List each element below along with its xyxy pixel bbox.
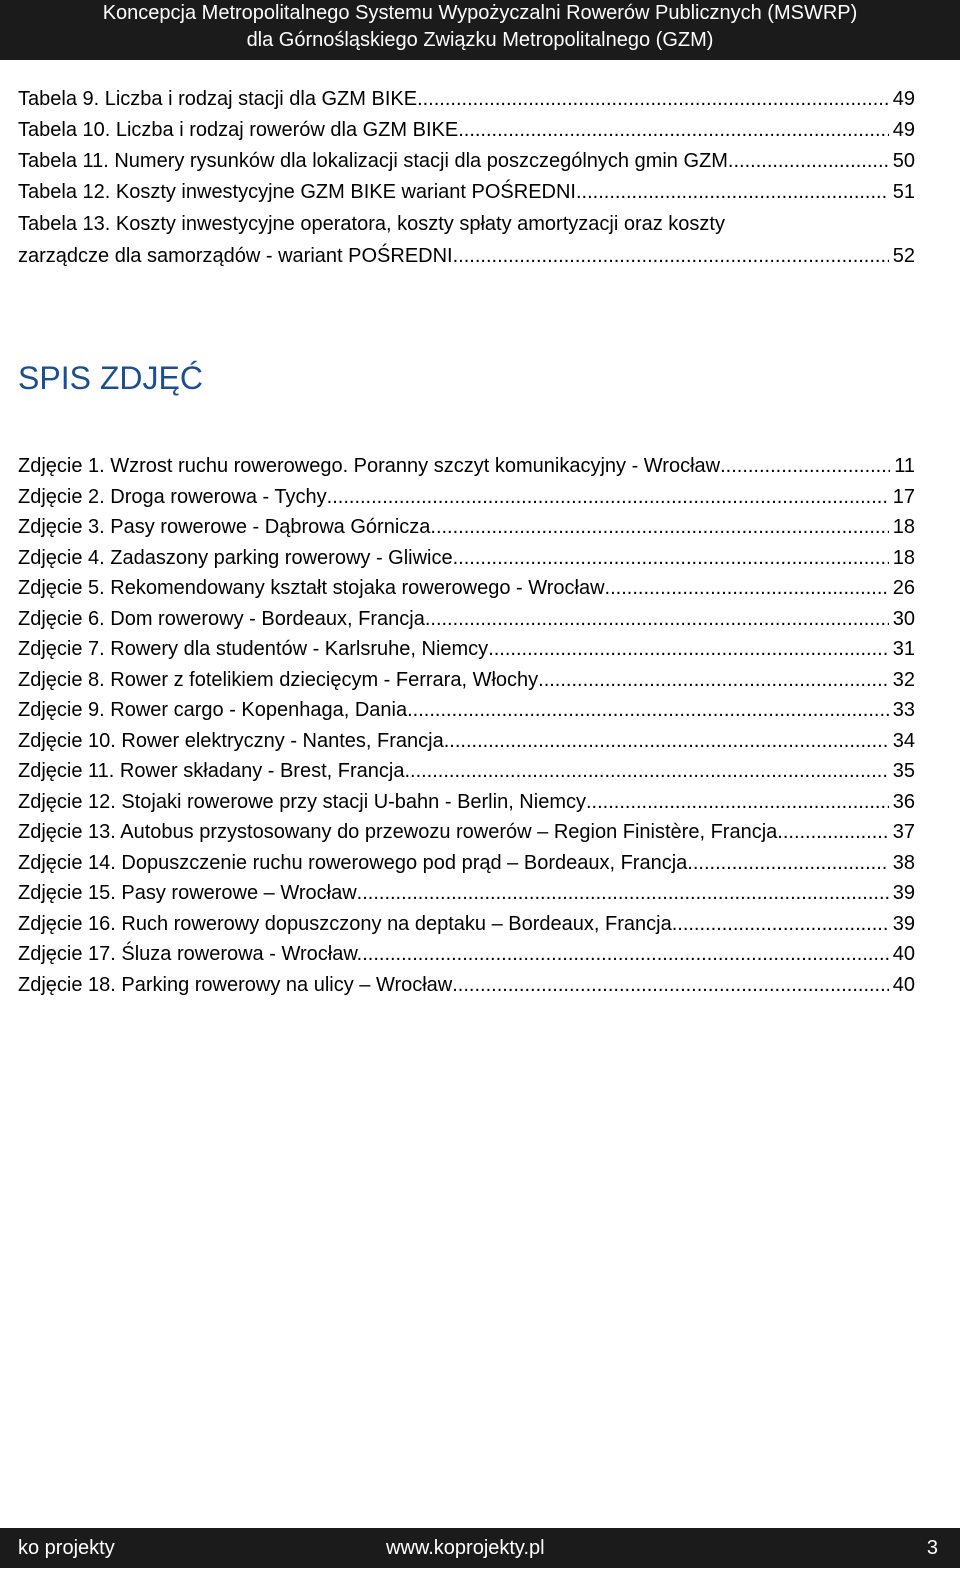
toc-entry[interactable] [18,939,915,970]
leader-dots [452,970,889,1001]
toc-entry[interactable] [18,241,915,272]
toc-entry-label: Zdjęcie 13. Autobus przystosowany do przewozu rowerów – Region Finistère, Francja. [18,821,783,843]
toc-entry[interactable] [18,909,915,940]
page-header [0,0,960,60]
toc-entry-page: 39 [892,912,915,935]
leader-dots [458,115,889,146]
toc-entry[interactable] [18,573,915,604]
toc-entry[interactable] [18,817,915,848]
leader-dots [488,634,889,665]
toc-entry-label: Tabela 11. Numery rysunków dla lokalizacji stacji dla poszczególnych gmin GZM [18,150,728,172]
leader-dots [404,756,888,787]
toc-entry[interactable] [18,84,915,115]
page-footer [0,1528,960,1568]
toc-entry-page: 30 [892,607,915,630]
toc-entry-page: 49 [892,88,915,110]
toc-entry-label: Zdjęcie 18. Parking rowerowy na ulicy – Wrocław [18,973,453,996]
toc-entry-label: Zdjęcie 7. Rowery dla studentów - Karlsruhe, Niemcy [18,638,489,660]
toc-entry-label: zarządcze dla samorządów - wariant POŚREDNI [18,245,453,267]
footer-page-number: 3 [926,1537,938,1559]
toc-entry-label: Zdjęcie 2. Droga rowerowa - Tychy [18,485,327,508]
toc-entry[interactable] [18,726,915,757]
toc-entry[interactable] [18,695,915,726]
table-of-photos [18,451,915,1000]
toc-entry-label: Zdjęcie 5. Rekomendowany kształt stojaka rowerowego - Wrocław [18,577,605,599]
toc-entry-label: Zdjęcie 3. Pasy rowerowe - Dąbrowa Górnicza [18,516,431,538]
leader-dots [576,177,889,208]
leader-dots [538,665,889,696]
toc-entry[interactable] [18,787,915,818]
toc-entry[interactable] [18,115,915,146]
table-of-tables [18,84,915,272]
leader-dots [449,726,888,757]
toc-entry[interactable] [18,482,915,513]
toc-entry[interactable] [18,543,915,574]
leader-dots [687,848,888,879]
toc-entry-page: 40 [892,943,915,965]
leader-dots [720,451,890,482]
toc-entry-label: Zdjęcie 10. Rower elektryczny - Nantes, Francja. [18,729,450,752]
toc-entry-page: 37 [892,821,915,843]
leader-dots [586,787,889,818]
toc-entry-label: Zdjęcie 17. Śluza rowerowa - Wrocław. [18,943,363,965]
toc-entry-label: Zdjęcie 1. Wzrost ruchu rowerowego. Poranny szczyt komunikacyjny - Wrocław [18,455,721,477]
toc-entry-label: Zdjęcie 9. Rower cargo - Kopenhaga, Dania [18,699,408,721]
toc-entry-label: Zdjęcie 8. Rower z fotelikiem dziecięcym - Ferrara, Włochy [18,668,539,691]
toc-entry[interactable] [18,512,915,543]
toc-entry[interactable] [18,604,915,635]
leader-dots [417,84,889,115]
toc-entry[interactable] [18,146,915,177]
leader-dots [425,604,889,635]
toc-entry[interactable] [18,756,915,787]
toc-entry-page: 11 [894,455,915,477]
toc-entry-page: 50 [892,150,915,172]
toc-entry[interactable] [18,634,915,665]
toc-entry-label: Zdjęcie 12. Stojaki rowerowe przy stacji U-bahn - Berlin, Niemcy [18,790,586,813]
toc-entry-label: Zdjęcie 16. Ruch rowerowy dopuszczony na deptaku – Bordeaux, Francja [18,912,672,935]
leader-dots [672,909,889,940]
toc-entry-page: 26 [892,577,915,599]
header-title-line-2: dla Górnośląskiego Związku Metropolitalnego (GZM) [246,29,714,51]
header-title-line-1: Koncepcja Metropolitalnego Systemu Wypożyczalni Rowerów Publicznych (MSWRP) [102,2,858,24]
toc-entry-page: 38 [892,851,915,874]
toc-entry-page: 51 [892,181,915,203]
toc-entry-label: Zdjęcie 4. Zadaszony parking rowerowy - Gliwice [18,546,453,569]
footer-brand: ko projekty [18,1537,115,1559]
toc-entry-page: 49 [892,119,915,141]
toc-entry[interactable] [18,878,915,909]
leader-dots [783,817,889,848]
section-heading-photos: SPIS ZDJĘĆ [18,360,203,396]
leader-dots [327,482,889,513]
toc-entry-page: 40 [892,973,915,996]
toc-entry[interactable] [18,177,915,208]
leader-dots [407,695,889,726]
toc-entry-label-first-line[interactable]: Tabela 13. Koszty inwestycyjne operatora, koszty spłaty amortyzacji oraz koszty [18,213,725,235]
toc-entry-label: Zdjęcie 11. Rower składany - Brest, Francja [18,760,405,782]
leader-dots [362,939,889,970]
toc-entry-page: 39 [892,882,915,904]
leader-dots [430,512,888,543]
toc-entry-page: 35 [892,760,915,782]
toc-entry[interactable] [18,451,915,482]
toc-entry-page: 33 [892,699,915,721]
toc-entry-label: Tabela 10. Liczba i rodzaj rowerów dla GZM BIKE [18,119,459,141]
toc-entry-page: 31 [892,638,915,660]
toc-entry-page: 18 [892,516,915,538]
toc-entry[interactable] [18,970,915,1001]
toc-entry-label: Zdjęcie 6. Dom rowerowy - Bordeaux, Francja [18,607,425,630]
toc-entry-page: 52 [892,245,915,267]
toc-entry-page: 18 [892,546,915,569]
toc-entry-page: 34 [892,729,915,752]
toc-entry-page: 36 [892,790,915,813]
toc-entry-page: 17 [892,485,915,508]
leader-dots [453,241,889,272]
toc-entry-label: Tabela 12. Koszty inwestycyjne GZM BIKE wariant POŚREDNI [18,181,576,203]
toc-entry-page: 32 [892,668,915,691]
leader-dots [453,543,889,574]
toc-entry[interactable] [18,665,915,696]
footer-url[interactable]: www.koprojekty.pl [386,1537,545,1559]
toc-entry-label: Tabela 9. Liczba i rodzaj stacji dla GZM BIKE [18,88,418,110]
leader-dots [605,573,889,604]
toc-entry-label: Zdjęcie 15. Pasy rowerowe – Wrocław [18,882,357,904]
leader-dots [357,878,889,909]
leader-dots [728,146,889,177]
toc-entry-label: Zdjęcie 14. Dopuszczenie ruchu rowerowego pod prąd – Bordeaux, Francja [18,851,688,874]
toc-entry[interactable] [18,848,915,879]
